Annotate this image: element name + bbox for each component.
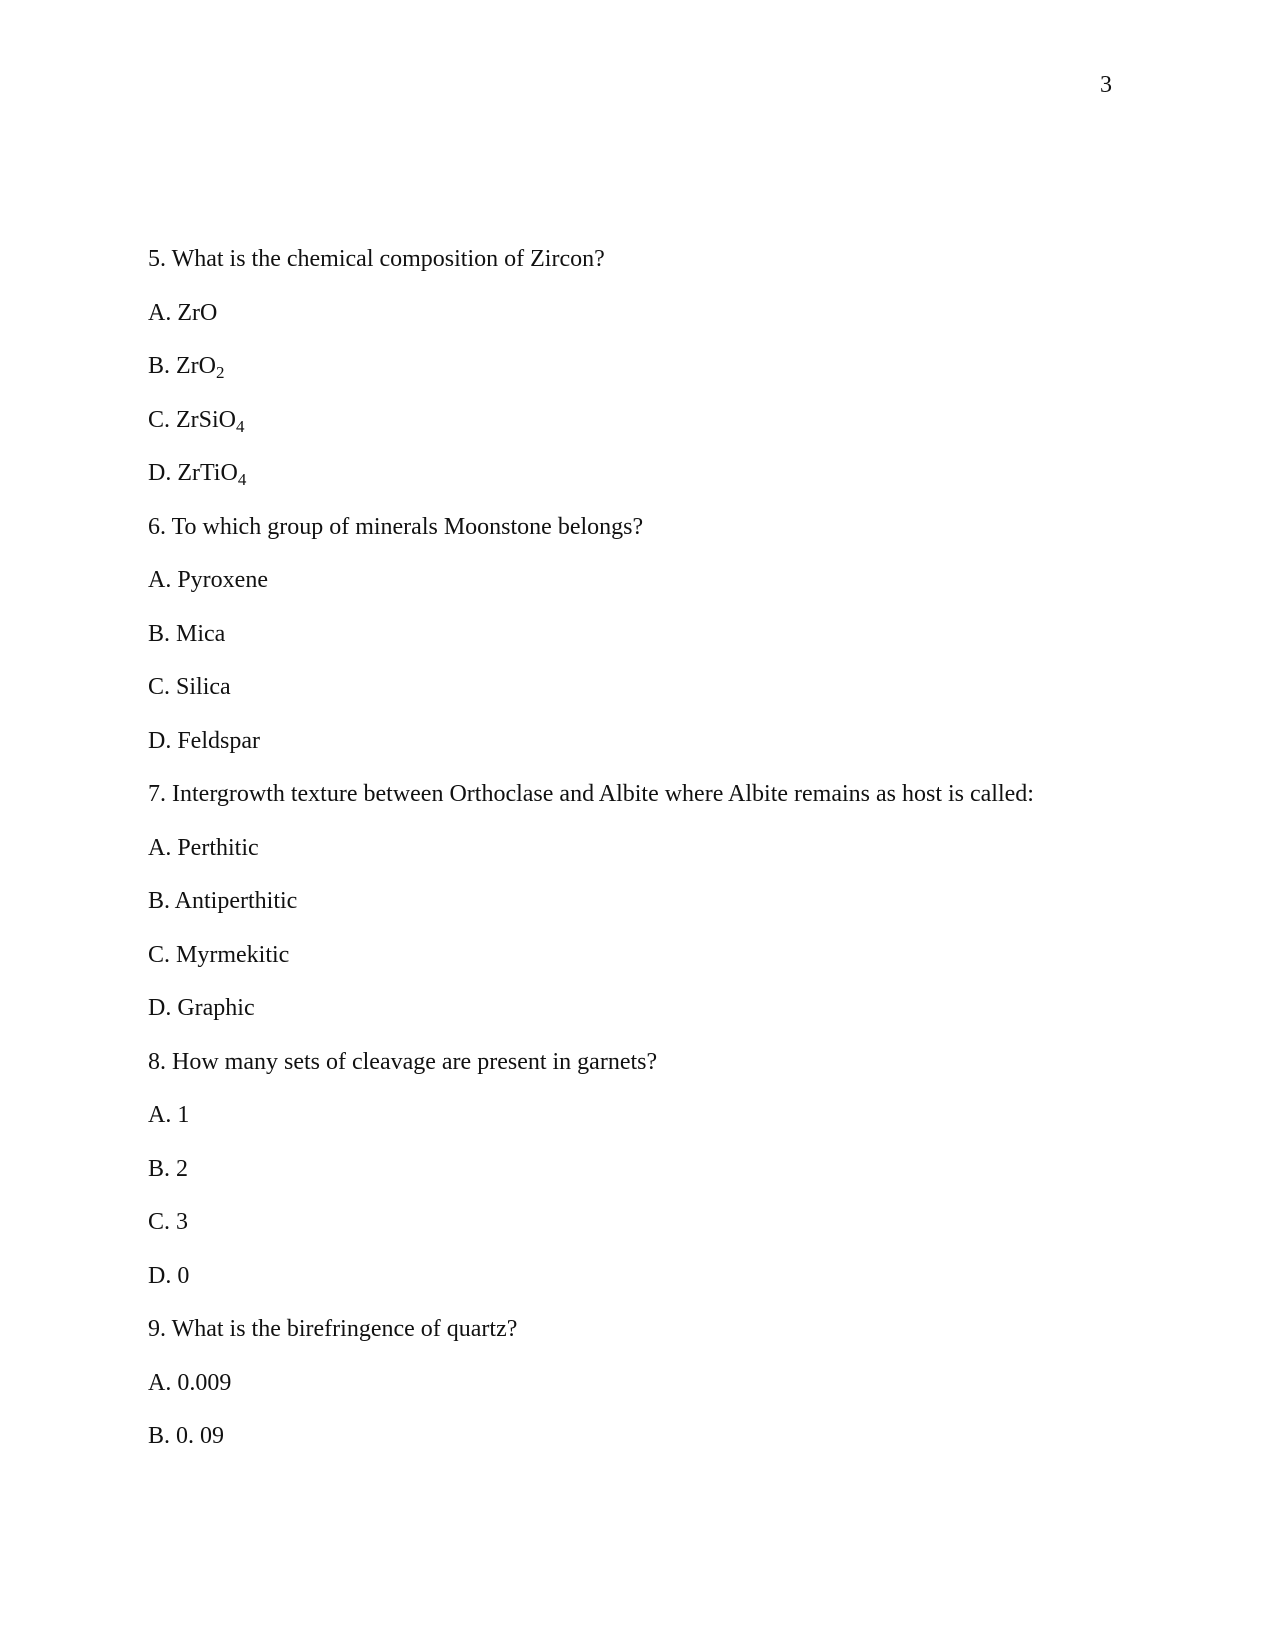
option-label: B. 0. 09 — [148, 1423, 225, 1449]
subscript: 4 — [237, 470, 247, 489]
option-label: C. Myrmekitic — [148, 941, 290, 968]
option-label: C. Silica — [148, 674, 231, 700]
question-text: 8. How many sets of cleavage are present in garnets? — [148, 1048, 658, 1075]
option-label: D. Feldspar — [148, 727, 260, 754]
answer-option — [148, 1100, 1148, 1130]
question-text: 6. To which group of minerals Moonstone belongs? — [148, 513, 644, 540]
option-label: A. ZrO — [148, 299, 218, 326]
subscript: 4 — [236, 416, 245, 436]
option-label: A. 1 — [148, 1102, 190, 1128]
answer-option — [148, 993, 1148, 1023]
option-label: B. Antiperthitic — [148, 888, 298, 914]
option-label: B. Mica — [148, 620, 226, 647]
option-label: D. Graphic — [148, 995, 255, 1021]
answer-option — [148, 1368, 1148, 1398]
answer-option — [148, 1261, 1148, 1291]
option-label: A. Pyroxene — [148, 567, 268, 593]
option-label: B. 2 — [148, 1155, 189, 1182]
option-label: C. ZrSiO — [148, 406, 237, 433]
subscript: 2 — [216, 363, 225, 382]
answer-option — [148, 940, 1148, 970]
answer-option — [148, 458, 1148, 488]
question-list — [148, 244, 1148, 1475]
option-label: C. 3 — [148, 1209, 189, 1235]
question-text: 9. What is the birefringence of quartz? — [148, 1316, 518, 1342]
answer-option — [148, 833, 1148, 863]
answer-option — [148, 405, 1148, 435]
answer-option — [148, 726, 1148, 756]
answer-option — [148, 1154, 1148, 1184]
option-label: B. ZrO — [148, 353, 216, 379]
question-text: 5. What is the chemical composition of Zircon? — [148, 246, 605, 272]
page-number: 3 — [1100, 72, 1112, 98]
answer-option — [148, 672, 1148, 702]
answer-option — [148, 565, 1148, 595]
answer-option — [148, 298, 1148, 328]
option-label: A. 0.009 — [148, 1369, 232, 1396]
answer-option — [148, 1207, 1148, 1237]
option-label: D. 0 — [148, 1262, 190, 1289]
answer-option — [148, 1421, 1148, 1451]
option-label: D. ZrTiO — [148, 460, 238, 486]
answer-option — [148, 619, 1148, 649]
answer-option — [148, 351, 1148, 381]
answer-option — [148, 886, 1148, 916]
option-label: A. Perthitic — [148, 834, 259, 861]
question-text: 7. Intergrowth texture between Orthoclase and Albite where Albite remains as host is called: — [148, 781, 1034, 807]
